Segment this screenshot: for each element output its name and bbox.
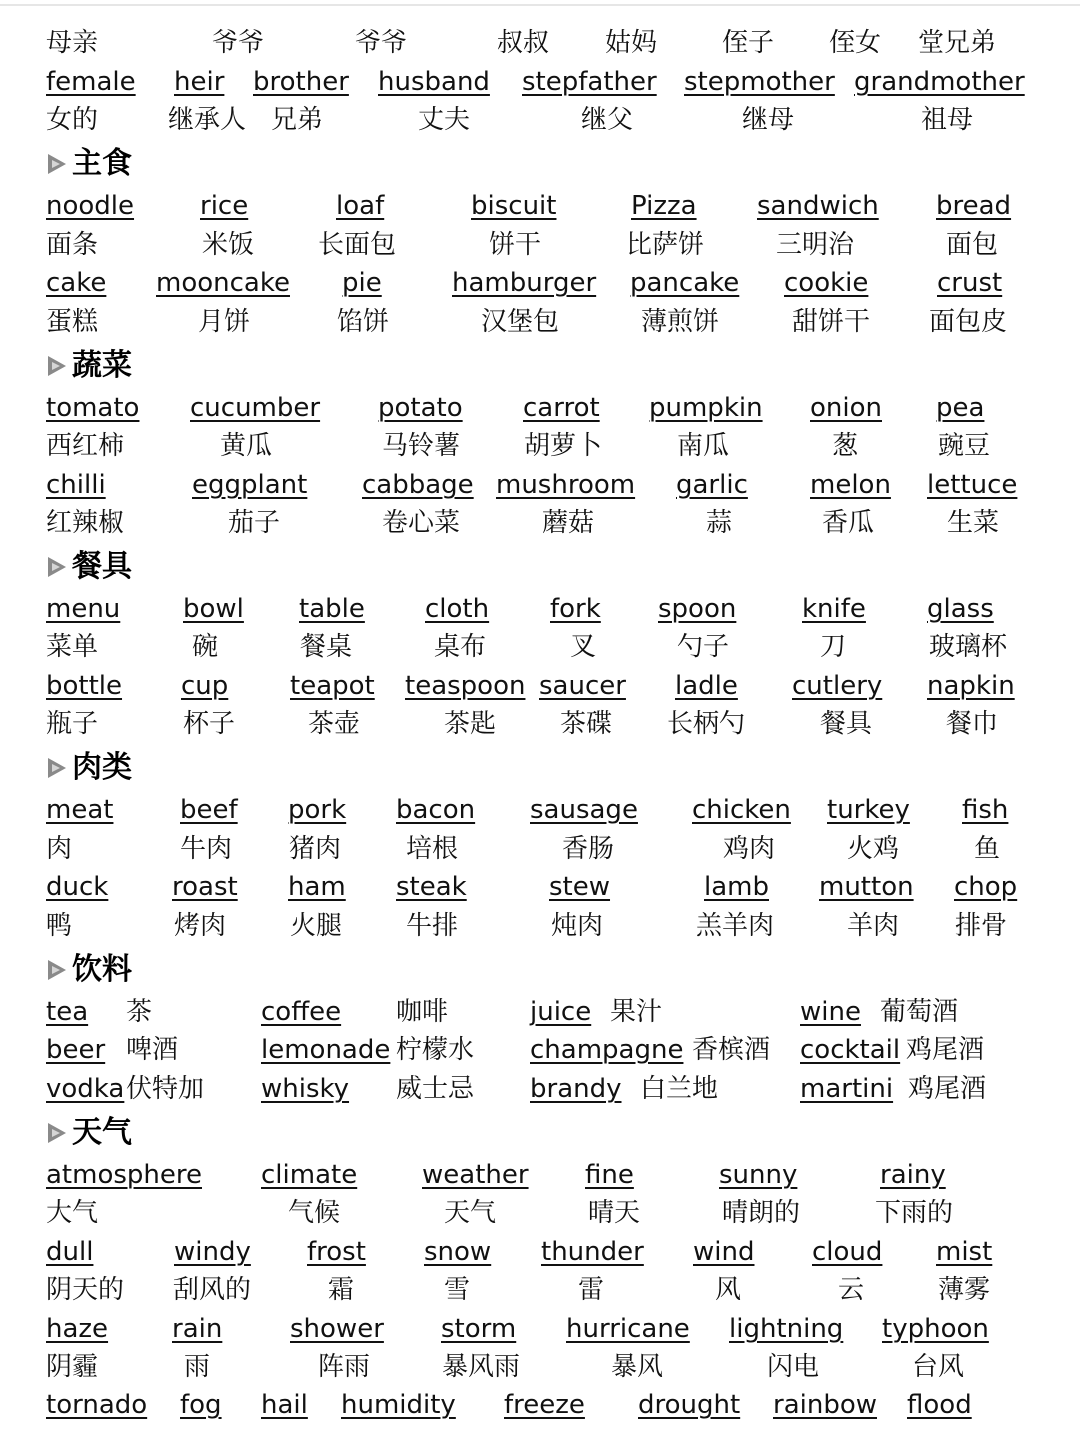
meaning-text: 餐具 [820, 709, 873, 739]
play-triangle-icon [46, 958, 68, 982]
meaning-text: 茶碟 [560, 709, 613, 739]
vocab-word[interactable]: chilli [46, 470, 106, 500]
vocab-word[interactable]: pea [936, 393, 985, 423]
meaning-text: 茶壶 [308, 709, 361, 739]
meaning-text: 炖肉 [551, 911, 604, 941]
vocab-word[interactable]: wine [800, 997, 861, 1027]
meaning-text: 长面包 [318, 230, 397, 260]
section-title: 主食 [72, 146, 132, 181]
meaning-text: 碗 [192, 632, 219, 662]
meaning-text: 阴霾 [46, 1352, 99, 1382]
vocab-word[interactable]: pancake [630, 268, 740, 298]
meaning-text: 威士忌 [396, 1074, 475, 1104]
vocab-word[interactable]: sausage [530, 795, 638, 825]
vocab-word[interactable]: dull [46, 1237, 94, 1267]
vocab-word[interactable]: lemonade [261, 1035, 391, 1065]
meaning-text: 蛋糕 [46, 307, 99, 337]
meaning-text: 菜单 [46, 632, 99, 662]
meaning-text: 葱 [832, 431, 859, 461]
vocab-word[interactable]: onion [810, 393, 882, 423]
vocab-word[interactable]: hamburger [452, 268, 597, 298]
vocab-word[interactable]: cloud [812, 1237, 883, 1267]
vocab-word[interactable]: grandmother [854, 67, 1025, 97]
meaning-text: 面包 [946, 230, 999, 260]
meaning-text: 刀 [820, 632, 847, 662]
vocab-word[interactable]: mushroom [496, 470, 636, 500]
vocab-word[interactable]: pumpkin [649, 393, 763, 423]
vocab-word[interactable]: husband [378, 67, 490, 97]
meaning-text: 继父 [581, 105, 634, 135]
meaning-text: 爷爷 [355, 28, 408, 58]
section-title: 饮料 [72, 952, 132, 987]
meaning-text: 长柄勺 [667, 709, 746, 739]
section-heading-weather [46, 1113, 132, 1153]
vocab-word[interactable]: flood [907, 1390, 972, 1420]
meaning-text: 瓶子 [46, 709, 99, 739]
vocab-word[interactable]: drought [638, 1390, 741, 1420]
section-heading-tableware [46, 547, 132, 587]
meaning-text: 大气 [46, 1198, 99, 1228]
meaning-text: 香瓜 [822, 508, 875, 538]
vocab-word[interactable]: tea [46, 997, 89, 1027]
vocab-word[interactable]: mooncake [156, 268, 290, 298]
vocab-word[interactable]: turkey [827, 795, 910, 825]
meaning-text: 阴天的 [46, 1275, 125, 1305]
vocab-word[interactable]: rainy [880, 1160, 946, 1190]
vocab-word[interactable]: cutlery [792, 671, 883, 701]
vocab-word[interactable]: hail [261, 1390, 308, 1420]
vocab-word[interactable]: beef [180, 795, 238, 825]
vocab-word[interactable]: stew [549, 872, 611, 902]
vocab-word[interactable]: juice [530, 997, 592, 1027]
vocab-word[interactable]: frost [307, 1237, 366, 1267]
vocab-word[interactable]: crust [937, 268, 1003, 298]
vocab-word[interactable]: brother [253, 67, 349, 97]
vocab-word[interactable]: sandwich [757, 191, 879, 221]
vocab-word[interactable]: fog [180, 1390, 222, 1420]
vocab-word[interactable]: melon [810, 470, 891, 500]
meaning-text: 羔羊肉 [696, 911, 775, 941]
meaning-text: 台风 [912, 1352, 965, 1382]
meaning-text: 阵雨 [318, 1352, 371, 1382]
meaning-text: 鸡肉 [723, 834, 776, 864]
vocab-word[interactable]: vodka [46, 1074, 125, 1104]
vocab-word[interactable]: storm [441, 1314, 517, 1344]
vocab-word[interactable]: coffee [261, 997, 342, 1027]
vocab-word[interactable]: rain [172, 1314, 223, 1344]
section-title: 天气 [72, 1115, 132, 1150]
meaning-text: 祖母 [921, 105, 974, 135]
section-title: 餐具 [72, 549, 132, 584]
meaning-text: 侄子 [722, 28, 775, 58]
section-heading-vegetables [46, 346, 132, 386]
vocab-word[interactable]: beer [46, 1035, 106, 1065]
meaning-text: 云 [838, 1275, 865, 1305]
meaning-text: 三明治 [776, 230, 855, 260]
meaning-text: 雪 [444, 1275, 471, 1305]
vocab-word[interactable]: bacon [396, 795, 476, 825]
meaning-text: 香肠 [562, 834, 615, 864]
meaning-text: 卷心菜 [382, 508, 461, 538]
vocab-word[interactable]: ladle [675, 671, 738, 701]
meaning-text: 啤酒 [126, 1035, 179, 1065]
meaning-text: 气候 [288, 1198, 341, 1228]
vocab-word[interactable]: noodle [46, 191, 135, 221]
meaning-text: 米饭 [202, 230, 255, 260]
vocab-word[interactable]: cookie [784, 268, 869, 298]
section-title: 肉类 [72, 750, 132, 785]
play-triangle-icon [46, 152, 68, 176]
vocab-word[interactable]: shower [290, 1314, 384, 1344]
meaning-text: 茶匙 [444, 709, 497, 739]
vocab-word[interactable]: steak [396, 872, 467, 902]
vocab-word[interactable]: snow [424, 1237, 492, 1267]
vocab-word[interactable]: duck [46, 872, 109, 902]
meaning-text: 火腿 [290, 911, 343, 941]
vocab-word[interactable]: bottle [46, 671, 123, 701]
vocab-word[interactable]: cabbage [362, 470, 474, 500]
meaning-text: 柠檬水 [396, 1035, 475, 1065]
vocab-word[interactable]: cake [46, 268, 107, 298]
meaning-text: 饼干 [489, 230, 542, 260]
vocab-word[interactable]: atmosphere [46, 1160, 202, 1190]
meaning-text: 爷爷 [212, 28, 265, 58]
meaning-text: 女的 [46, 105, 99, 135]
vocab-word[interactable]: bread [936, 191, 1012, 221]
vocab-word[interactable]: climate [261, 1160, 358, 1190]
meaning-text: 堂兄弟 [918, 28, 997, 58]
meaning-text: 葡萄酒 [880, 997, 959, 1027]
vocab-word[interactable]: hurricane [566, 1314, 690, 1344]
meaning-text: 兄弟 [271, 105, 324, 135]
meaning-text: 桌布 [434, 632, 487, 662]
vocab-word[interactable]: chop [954, 872, 1018, 902]
meaning-text: 蒜 [706, 508, 733, 538]
meaning-text: 霜 [328, 1275, 355, 1305]
vocab-word[interactable]: humidity [341, 1390, 456, 1420]
vocab-word[interactable]: biscuit [471, 191, 557, 221]
vocab-word[interactable]: tomato [46, 393, 140, 423]
vocab-word[interactable]: typhoon [882, 1314, 989, 1344]
vocab-word[interactable]: menu [46, 594, 121, 624]
vocab-word[interactable]: spoon [658, 594, 737, 624]
meaning-text: 红辣椒 [46, 508, 125, 538]
vocab-word[interactable]: saucer [539, 671, 626, 701]
vocab-word[interactable]: lettuce [927, 470, 1018, 500]
meaning-text: 鸡尾酒 [906, 1035, 985, 1065]
section-heading-drinks [46, 950, 132, 990]
vocab-word[interactable]: weather [422, 1160, 529, 1190]
vocab-word[interactable]: cucumber [190, 393, 321, 423]
meaning-text: 面包皮 [929, 307, 1008, 337]
vocab-word[interactable]: pie [342, 268, 382, 298]
meaning-text: 天气 [444, 1198, 497, 1228]
vocab-word[interactable]: heir [174, 67, 225, 97]
meaning-text: 马铃薯 [382, 431, 461, 461]
meaning-text: 咖啡 [396, 997, 449, 1027]
vocab-word[interactable]: knife [802, 594, 866, 624]
meaning-text: 叔叔 [497, 28, 550, 58]
meaning-text: 香槟酒 [692, 1035, 771, 1065]
vocab-word[interactable]: female [46, 67, 136, 97]
meaning-text: 牛肉 [180, 834, 233, 864]
meaning-text: 继承人 [168, 105, 247, 135]
vocab-word[interactable]: fork [550, 594, 601, 624]
meaning-text: 甜饼干 [792, 307, 871, 337]
meaning-text: 蘑菇 [542, 508, 595, 538]
meaning-text: 伏特加 [126, 1074, 205, 1104]
meaning-text: 火鸡 [847, 834, 900, 864]
meaning-text: 茶 [126, 997, 153, 1027]
meaning-text: 闪电 [767, 1352, 820, 1382]
meaning-text: 叉 [570, 632, 597, 662]
meaning-text: 丈夫 [418, 105, 471, 135]
meaning-text: 烤肉 [174, 911, 227, 941]
vocab-word[interactable]: whisky [261, 1074, 350, 1104]
meaning-text: 白兰地 [640, 1074, 719, 1104]
vocab-word[interactable]: Pizza [631, 191, 697, 221]
vocab-word[interactable]: freeze [504, 1390, 585, 1420]
meaning-text: 汉堡包 [481, 307, 560, 337]
meaning-text: 生菜 [947, 508, 1000, 538]
meaning-text: 月饼 [198, 307, 251, 337]
meaning-text: 风 [715, 1275, 742, 1305]
meaning-text: 茄子 [228, 508, 281, 538]
meaning-text: 刮风的 [173, 1275, 252, 1305]
meaning-text: 勺子 [677, 632, 730, 662]
vocab-word[interactable]: chicken [692, 795, 791, 825]
vocab-word[interactable]: loaf [336, 191, 385, 221]
vocab-word[interactable]: napkin [927, 671, 1015, 701]
vocab-word[interactable]: brandy [530, 1074, 622, 1104]
vocab-word[interactable]: stepmother [684, 67, 835, 97]
meaning-text: 牛排 [406, 911, 459, 941]
vocab-word[interactable]: teapot [290, 671, 375, 701]
meaning-text: 薄雾 [938, 1275, 991, 1305]
meaning-text: 侄女 [829, 28, 882, 58]
play-triangle-icon [46, 354, 68, 378]
meaning-text: 雨 [184, 1352, 211, 1382]
meaning-text: 晴天 [588, 1198, 641, 1228]
vocab-word[interactable]: ham [288, 872, 346, 902]
vocab-word[interactable]: rice [200, 191, 249, 221]
vocab-word[interactable]: stepfather [522, 67, 657, 97]
vocab-word[interactable]: eggplant [192, 470, 308, 500]
play-triangle-icon [46, 555, 68, 579]
vocab-word[interactable]: windy [174, 1237, 251, 1267]
vocab-word[interactable]: garlic [676, 470, 748, 500]
meaning-text: 雷 [578, 1275, 605, 1305]
meaning-text: 鸡尾酒 [908, 1074, 987, 1104]
meaning-text: 黄瓜 [220, 431, 273, 461]
vocab-word[interactable]: table [299, 594, 365, 624]
meaning-text: 暴风 [611, 1352, 664, 1382]
meaning-text: 南瓜 [677, 431, 730, 461]
vocab-word[interactable]: cloth [425, 594, 490, 624]
meaning-text: 晴朗的 [722, 1198, 801, 1228]
meaning-text: 面条 [46, 230, 99, 260]
play-triangle-icon [46, 756, 68, 780]
meaning-text: 餐桌 [300, 632, 353, 662]
meaning-text: 薄煎饼 [641, 307, 720, 337]
meaning-text: 培根 [406, 834, 459, 864]
vocab-word[interactable]: rainbow [773, 1390, 877, 1420]
play-triangle-icon [46, 1121, 68, 1145]
meaning-text: 继母 [742, 105, 795, 135]
meaning-text: 鸭 [46, 911, 73, 941]
vocab-word[interactable]: thunder [541, 1237, 644, 1267]
vocab-word[interactable]: pork [288, 795, 347, 825]
vocab-word[interactable]: mutton [819, 872, 914, 902]
vocab-word[interactable]: martini [800, 1074, 894, 1104]
vocab-word[interactable]: sunny [719, 1160, 798, 1190]
vocab-word[interactable]: wind [693, 1237, 755, 1267]
vocab-word[interactable]: champagne [530, 1035, 684, 1065]
meaning-text: 猪肉 [289, 834, 342, 864]
meaning-text: 果汁 [610, 997, 663, 1027]
meaning-text: 羊肉 [847, 911, 900, 941]
vocab-word[interactable]: mist [936, 1237, 993, 1267]
vocab-word[interactable]: lightning [729, 1314, 844, 1344]
vocab-word[interactable]: fine [585, 1160, 634, 1190]
meaning-text: 鱼 [974, 834, 1001, 864]
top-divider [0, 4, 1080, 6]
vocab-word[interactable]: fish [962, 795, 1009, 825]
meaning-text: 母亲 [46, 28, 99, 58]
meaning-text: 暴风雨 [442, 1352, 521, 1382]
vocab-word[interactable]: glass [927, 594, 994, 624]
meaning-text: 馅饼 [337, 307, 390, 337]
vocab-word[interactable]: teaspoon [405, 671, 526, 701]
vocab-word[interactable]: tornado [46, 1390, 148, 1420]
meaning-text: 豌豆 [938, 431, 991, 461]
meaning-text: 下雨的 [875, 1198, 954, 1228]
meaning-text: 排骨 [955, 911, 1008, 941]
vocab-word[interactable]: haze [46, 1314, 109, 1344]
meaning-text: 胡萝卜 [524, 431, 603, 461]
meaning-text: 杯子 [183, 709, 236, 739]
vocab-word[interactable]: cup [181, 671, 229, 701]
meaning-text: 肉 [46, 834, 73, 864]
meaning-text: 餐巾 [946, 709, 999, 739]
vocab-word[interactable]: potato [378, 393, 463, 423]
vocab-word[interactable]: cocktail [800, 1035, 901, 1065]
meaning-text: 西红柿 [46, 431, 125, 461]
vocab-word[interactable]: bowl [183, 594, 244, 624]
vocab-word[interactable]: lamb [704, 872, 769, 902]
meaning-text: 玻璃杯 [929, 632, 1008, 662]
vocab-word[interactable]: meat [46, 795, 114, 825]
vocab-word[interactable]: roast [172, 872, 238, 902]
meaning-text: 比萨饼 [626, 230, 705, 260]
section-heading-meat [46, 748, 132, 788]
vocab-word[interactable]: carrot [523, 393, 600, 423]
meaning-text: 姑妈 [605, 28, 658, 58]
section-title: 蔬菜 [72, 348, 132, 383]
section-heading-staple-food [46, 144, 132, 184]
